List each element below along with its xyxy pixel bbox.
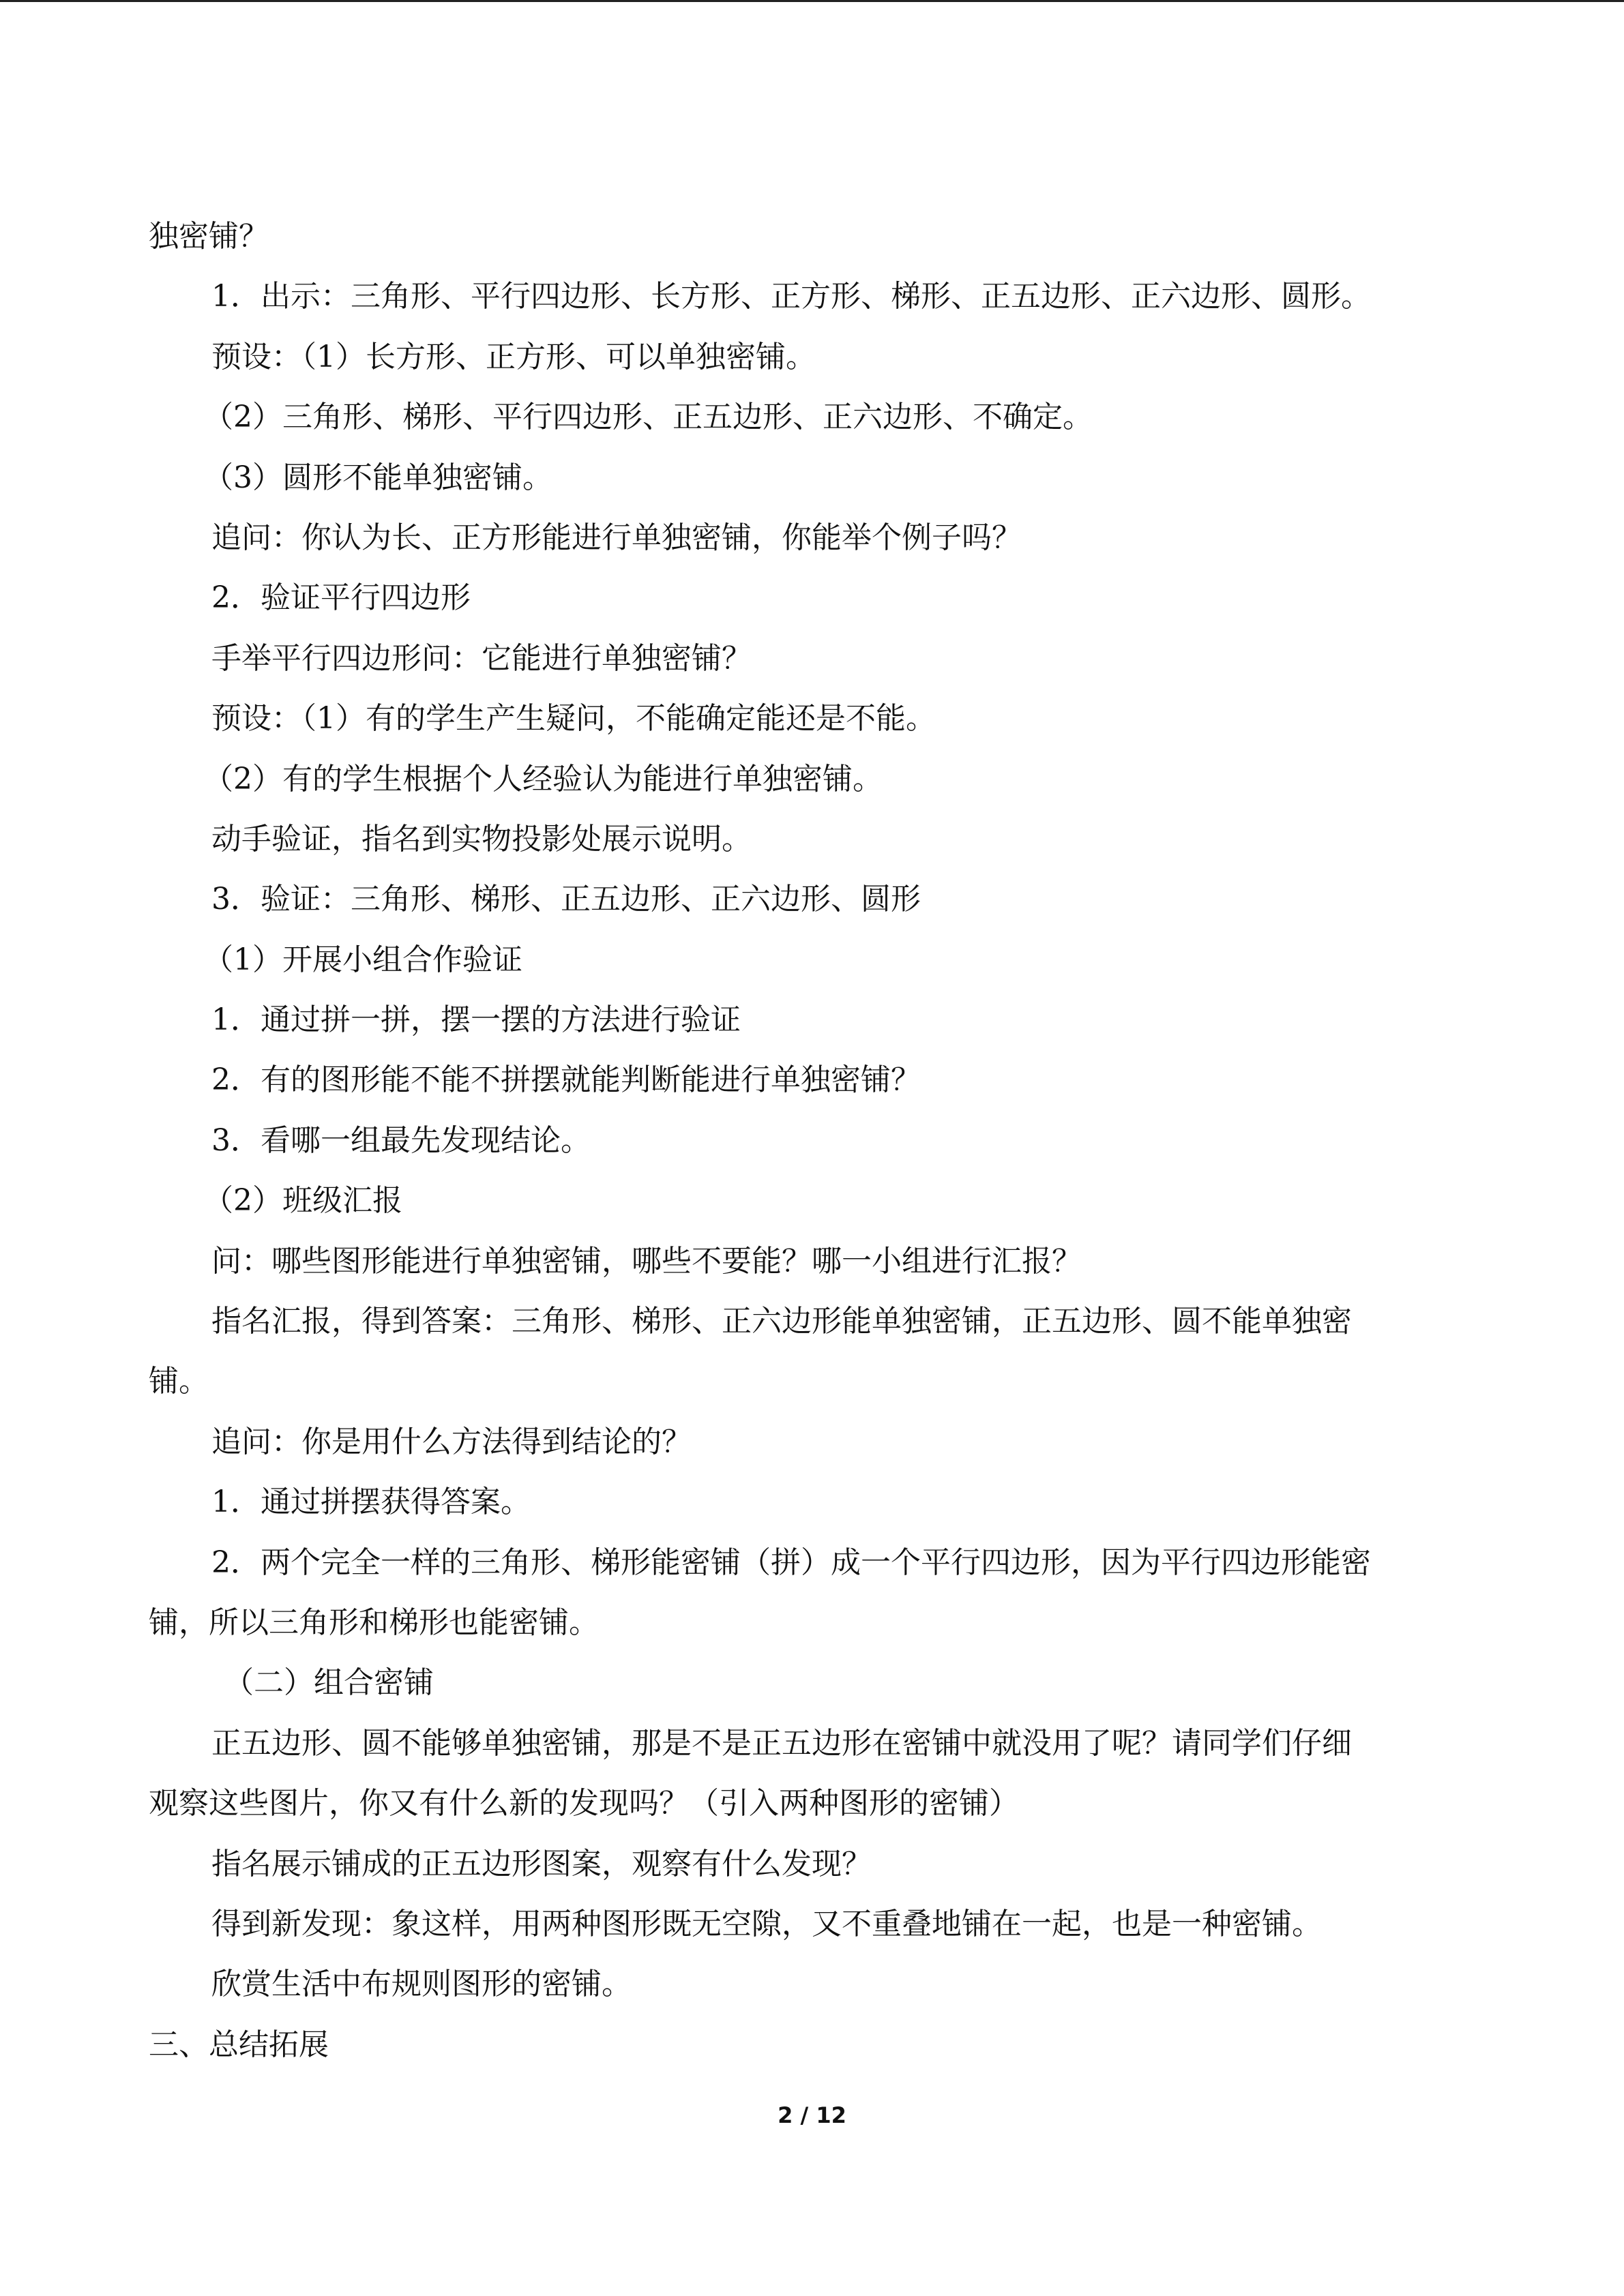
text-line: （2）三角形、梯形、平行四边形、正五边形、正六边形、不确定。 — [203, 400, 1093, 435]
text-line: 1．通过拼一拼，摆一摆的方法进行验证 — [211, 1002, 741, 1038]
text-line: 1．出示：三角形、平行四边形、长方形、正方形、梯形、正五边形、正六边形、圆形。 — [211, 279, 1371, 314]
page-number: 2 / 12 — [778, 2102, 846, 2128]
section-heading: （二）组合密铺 — [224, 1665, 434, 1701]
text-line: 观察这些图片，你又有什么新的发现吗？（引入两种图形的密铺） — [149, 1786, 1019, 1821]
text-line: 3．看哪一组最先发现结论。 — [211, 1122, 591, 1158]
text-line: 1．通过拼摆获得答案。 — [211, 1485, 531, 1520]
text-line: （2）班级汇报 — [203, 1183, 402, 1219]
text-line: （3）圆形不能单独密铺。 — [203, 460, 552, 495]
text-line: 手举平行四边形问：它能进行单独密铺？ — [211, 640, 752, 676]
text-line: 正五边形、圆不能够单独密铺，那是不是正五边形在密铺中就没用了呢？请同学们仔细 — [211, 1725, 1352, 1761]
section-heading: 三、总结拓展 — [149, 2027, 329, 2062]
text-line: 得到新发现：象这样，用两种图形既无空隙，又不重叠地铺在一起，也是一种密铺。 — [211, 1906, 1322, 1941]
text-line: 预设：（1）长方形、正方形、可以单独密铺。 — [211, 339, 816, 374]
text-line: 铺。 — [149, 1364, 209, 1399]
text-line: 2．两个完全一样的三角形、梯形能密铺（拼）成一个平行四边形，因为平行四边形能密 — [211, 1545, 1371, 1580]
text-line: 指名展示铺成的正五边形图案，观察有什么发现？ — [211, 1846, 872, 1881]
text-line: 问：哪些图形能进行单独密铺，哪些不要能？哪一小组进行汇报？ — [211, 1243, 1082, 1279]
text-line: 动手验证，指名到实物投影处展示说明。 — [211, 821, 752, 856]
text-line: 追问：你认为长、正方形能进行单独密铺，你能举个例子吗？ — [211, 520, 1022, 555]
text-line: （2）有的学生根据个人经验认为能进行单独密铺。 — [203, 761, 883, 796]
text-line: 铺，所以三角形和梯形也能密铺。 — [149, 1605, 599, 1640]
text-line: 欣赏生活中布规则图形的密铺。 — [211, 1967, 632, 2002]
text-line: 独密铺？ — [149, 219, 269, 254]
text-line: 2．有的图形能不能不拼摆就能判断能进行单独密铺？ — [211, 1062, 921, 1098]
text-line: （1）开展小组合作验证 — [203, 942, 522, 977]
text-line: 预设：（1）有的学生产生疑问，不能确定能还是不能。 — [211, 701, 936, 736]
text-line: 2．验证平行四边形 — [211, 580, 471, 616]
text-line: 追问：你是用什么方法得到结论的？ — [211, 1424, 692, 1459]
document-body — [149, 207, 1479, 2075]
text-line: 指名汇报，得到答案：三角形、梯形、正六边形能单独密铺，正五边形、圆不能单独密 — [211, 1304, 1352, 1339]
text-line: 3．验证：三角形、梯形、正五边形、正六边形、圆形 — [211, 882, 921, 917]
